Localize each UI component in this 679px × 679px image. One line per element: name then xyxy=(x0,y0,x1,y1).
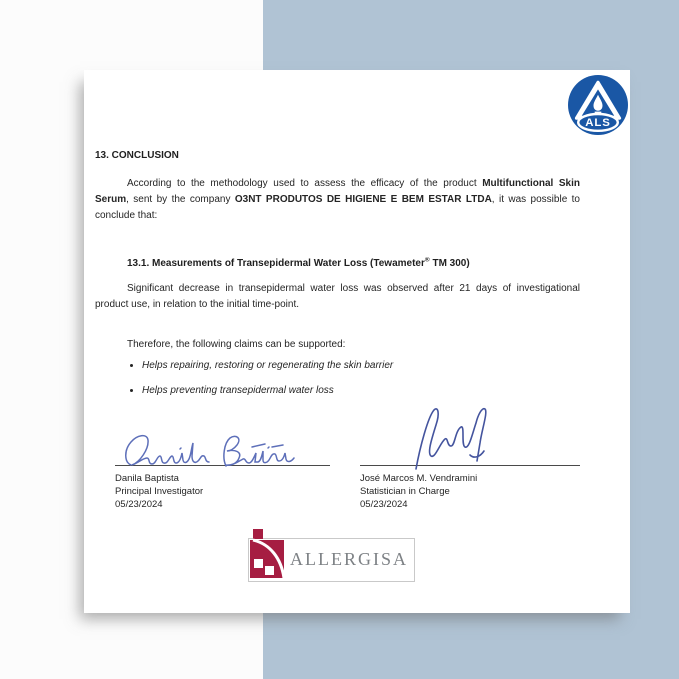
product-name-bold: Multifunctional Skin Serum xyxy=(95,178,580,205)
signature-date: 05/23/2024 xyxy=(360,499,408,510)
als-logo-text: ALS xyxy=(585,117,611,129)
claims-list xyxy=(95,357,580,399)
paragraph-intro xyxy=(95,176,580,224)
handwritten-signature-jose xyxy=(410,401,495,473)
signatory-name: Danila Baptista xyxy=(115,473,179,484)
allergisa-small-square xyxy=(253,529,263,539)
paragraph-claims-intro: Therefore, the following claims can be supported: xyxy=(127,339,346,350)
paragraph-text: According to the methodology used to assess the efficacy of the product xyxy=(127,178,483,189)
signatory-name: José Marcos M. Vendramini xyxy=(360,473,478,484)
signature-line xyxy=(115,407,330,466)
allergisa-logo xyxy=(248,538,415,582)
allergisa-icon xyxy=(250,529,290,581)
claim-item: • Helps repairing, restoring or regenerating the skin barrier xyxy=(142,357,580,374)
paragraph-text: , sent by the company xyxy=(126,194,235,205)
subsection-text: 13.1. Measurements of Transepidermal Water Loss (Tewameter xyxy=(127,258,425,269)
subsection-text: TM 300) xyxy=(429,258,470,269)
subsection-heading xyxy=(127,257,580,271)
conclusion-heading: 13. CONCLUSION xyxy=(95,150,179,161)
allergisa-white-square-1 xyxy=(254,559,263,568)
allergisa-white-square-2 xyxy=(265,566,274,575)
document-body xyxy=(84,70,630,511)
paragraph-result: Significant decrease in transepidermal water loss was observed after 21 days of investigational product use, in relation to the initial time-point. xyxy=(95,283,580,310)
signature-line xyxy=(360,407,580,466)
handwritten-signature-danila xyxy=(121,425,301,471)
paragraph-text: , it was possible to conclude that: xyxy=(95,194,580,221)
signatory-role: Principal Investigator xyxy=(115,486,204,497)
signature-row xyxy=(115,407,580,511)
signature-block-principal-investigator xyxy=(115,407,330,511)
registered-mark: ® xyxy=(424,256,430,264)
signature-block-statistician xyxy=(360,407,580,511)
signatory-role: Statistician in Charge xyxy=(360,486,450,497)
company-name-bold: O3NT PRODUTOS DE HIGIENE E BEM ESTAR LTDA xyxy=(234,194,492,205)
als-logo xyxy=(568,75,628,135)
claim-item: • Helps preventing transepidermal water loss xyxy=(142,382,580,399)
allergisa-logo-text: ALLERGISA xyxy=(290,549,408,570)
document-page xyxy=(84,70,630,613)
signature-date: 05/23/2024 xyxy=(115,499,163,510)
